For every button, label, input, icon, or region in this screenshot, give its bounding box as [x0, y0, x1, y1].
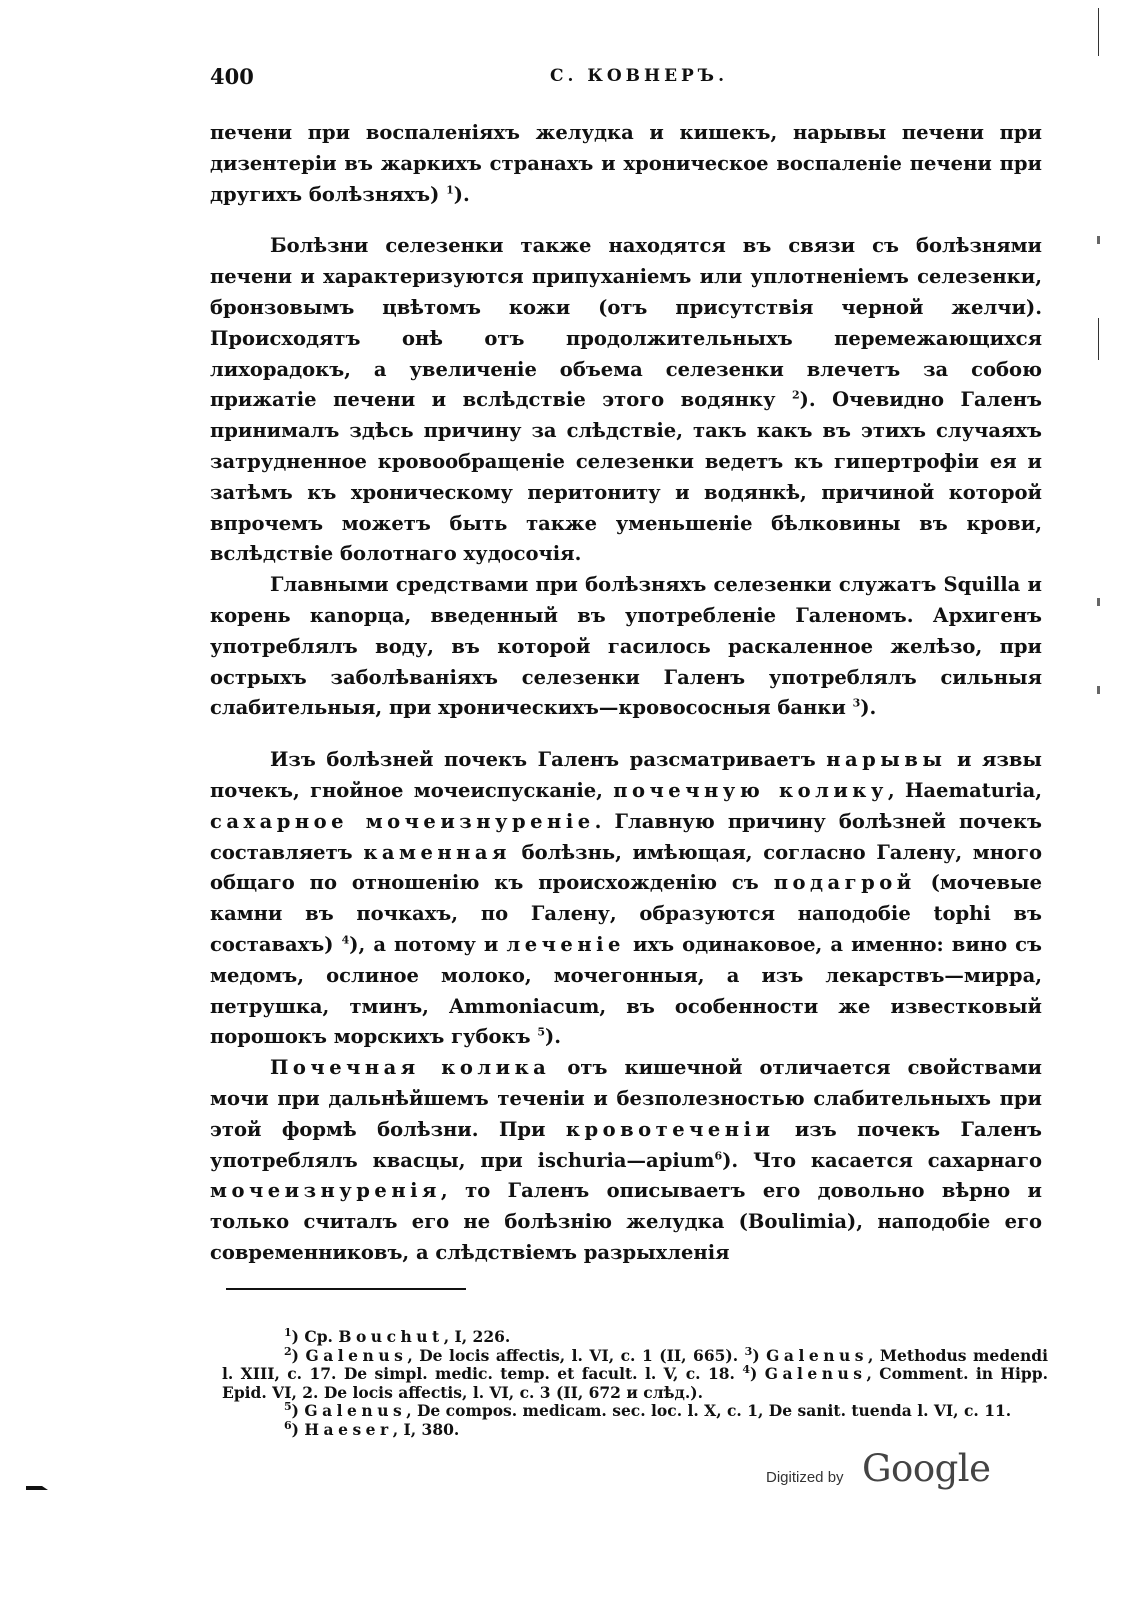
paragraph — [210, 1053, 1042, 1269]
digitized-watermark — [766, 1447, 1006, 1497]
spaced-emphasis: кровотеченіи — [565, 1117, 775, 1141]
spaced-emphasis: Почечная колика — [270, 1056, 551, 1080]
footnote-marker: 3 — [744, 1344, 753, 1358]
footnote — [222, 1402, 1048, 1421]
footnote-marker: 6 — [714, 1149, 723, 1162]
footnote-marker: 2 — [284, 1344, 292, 1358]
footnote-marker: 4 — [341, 933, 350, 947]
bold-heading-term: Болѣзни селезенки — [270, 234, 504, 258]
footnote-marker: 5 — [537, 1025, 546, 1039]
scan-edge-mark — [1097, 236, 1100, 244]
paragraph — [210, 745, 1042, 1053]
footnote-marker: 2 — [791, 388, 800, 402]
spaced-emphasis: почечную колику — [613, 778, 888, 802]
spaced-emphasis: сахарное мочеизнуреніе — [210, 809, 595, 833]
text-run: , I, 380. — [392, 1419, 460, 1439]
footnote-marker: 1 — [284, 1325, 292, 1339]
scan-edge-line — [1098, 8, 1099, 56]
text-run: , De locis affectis, l. VI, c. 1 (II, 665). — [407, 1345, 745, 1365]
spaced-emphasis: подагрой — [773, 871, 916, 895]
text-run: ) Ср. — [291, 1327, 339, 1346]
text-run: Изъ — [270, 748, 327, 772]
text-run: , Methodus medendi l. XIII, c. 17. De simpl. medic. temp. et facult. l. V, c. 18. — [222, 1345, 1048, 1384]
footnote-divider — [226, 1288, 466, 1290]
footnotes — [222, 1325, 1049, 1440]
spaced-emphasis: Bouchut — [338, 1327, 444, 1346]
paragraph — [210, 231, 1042, 570]
spaced-emphasis: Galenus — [304, 1401, 407, 1421]
scan-corner-mark — [26, 1485, 48, 1491]
paragraph — [210, 118, 1042, 210]
text-run: , Comment. in Hipp. Epid. VI, 2. De locis affectis, l. VI, c. 3 (II, 672 и слѣд.). — [222, 1364, 1049, 1402]
text-run: ). — [453, 182, 470, 206]
text-run: , De compos. medicam. sec. loc. l. X, c. 1, De sanit. tuenda l. VI, c. 11. — [406, 1401, 1012, 1421]
footnote-marker: 5 — [284, 1400, 292, 1414]
paragraph — [210, 570, 1042, 724]
footnote-marker: 6 — [284, 1418, 292, 1432]
text-run: отъ кишечной отличается свойствами мочи при дальнѣйшемъ теченіи и безполезностью слабительныхъ при этой формѣ болѣзни. При — [210, 1056, 1042, 1141]
text-run: печени при воспаленіяхъ желудка и кишекъ, нарывы печени при дизентеріи въ жаркихъ странахъ и хроническое воспаленіе печени при другихъ болѣзняхъ) — [210, 121, 1042, 206]
text-run: ихъ одинаковое, а именно: вино съ медомъ, ослиное молоко, мочегонныя, а изъ лекарствъ—мирра, петрушка, тминъ, Ammoniacum, въ особенности же известковый порошокъ морскихъ губокъ — [210, 932, 1043, 1049]
text-run: болѣзнь, имѣющая, согласно Галену, много общаго по отношенію къ происхожденію съ — [210, 840, 1042, 895]
text-run: ) — [291, 1345, 306, 1365]
text-run: , Haematuria, — [887, 778, 1042, 802]
scan-edge-line — [1098, 318, 1099, 360]
footnote — [222, 1344, 1049, 1403]
spaced-emphasis: нарывы — [826, 748, 947, 772]
footnote — [222, 1325, 1048, 1347]
running-title: С. КОВНЕРЪ. — [550, 66, 728, 86]
spaced-emphasis: Galenus — [305, 1345, 408, 1365]
spaced-emphasis: мочеизнуренія — [210, 1179, 441, 1203]
watermark-prefix: Digitized by — [766, 1469, 844, 1486]
body-text — [210, 118, 1042, 1269]
text-run: . Главную причину болѣзней почекъ составляетъ — [210, 809, 1043, 864]
text-run: ). Очевидно Галенъ принималъ здѣсь причину за слѣдствіе, такъ какъ въ этихъ случаяхъ затрудненное кровообращеніе селезенки ведетъ къ гипертрофіи ея и затѣмъ къ хроническому перитониту и водянкѣ, причиной которой впрочемъ можетъ быть также уменьшеніе бѣлковины въ крови, вслѣдствіе болотнаго худосочія. — [210, 388, 1043, 566]
text-run: ). Что касается сахарнаго — [722, 1148, 1042, 1172]
spaced-emphasis: Haeser — [304, 1419, 393, 1439]
text-run: ). — [545, 1025, 562, 1049]
text-run: также находятся въ связи съ болѣзнями печени и характеризуются припуханіемъ или уплотненіемъ селезенки, бронзовымъ цвѣтомъ кожи (отъ присутствія черной желчи). Происходятъ онѣ отъ продолжительныхъ перемежающихся лихорадокъ, а увеличеніе объема селезенки влечетъ за собою прижатіе печени и вслѣдствіе этого водянку — [210, 234, 1043, 412]
text-run: ) — [291, 1419, 305, 1439]
text-run: Галенъ разсматриваетъ — [527, 748, 827, 772]
page-header — [210, 64, 1040, 94]
watermark-brand: Google — [862, 1447, 991, 1490]
text-run: ). — [860, 696, 877, 720]
text-run: ) — [752, 1345, 767, 1365]
spaced-emphasis: Galenus — [766, 1345, 868, 1365]
footnote-marker: 1 — [446, 183, 454, 197]
text-run: ) — [749, 1364, 765, 1384]
text-run: Главными средствами при болѣзняхъ селезенки служатъ Squilla и корень каnорца, введенный въ употребленіе Галеномъ. Архигенъ употреблялъ воду, въ которой гасилось раскаленное желѣзо, при острыхъ заболѣваніяхъ селезенки Галенъ употреблялъ сильныя слабительныя, при хроническихъ—кровососныя банки — [210, 573, 1042, 720]
bold-heading-term: болѣзней почекъ — [326, 748, 528, 772]
footnote-marker: 3 — [852, 696, 861, 710]
page-number: 400 — [210, 64, 254, 89]
text-run: , I, 226. — [443, 1327, 511, 1346]
footnote-marker: 4 — [742, 1363, 750, 1377]
text-run: и язвы почекъ, гнойное мочеиспусканіе, — [210, 748, 1042, 802]
footnote — [222, 1418, 1048, 1440]
spaced-emphasis: леченіе — [506, 932, 625, 956]
text-run: изъ почекъ Галенъ употреблялъ квасцы, при ischuria—apium — [210, 1117, 1042, 1172]
text-run: ), а потому и — [349, 932, 507, 956]
text-run: ) — [291, 1401, 305, 1421]
spaced-emphasis: каменная — [363, 840, 511, 864]
spaced-emphasis: Galenus — [764, 1364, 867, 1384]
text-run: , то Галенъ описываетъ его довольно вѣрно и только считалъ его не болѣзнію желудка (Boulimia), наподобіе его современниковъ, а слѣдствіемъ разрыхленія — [210, 1179, 1042, 1264]
text-run: (мочевые камни въ почкахъ, по Галену, образуются наподобіе tophi въ составахъ) — [210, 871, 1042, 956]
scan-edge-mark — [1097, 598, 1100, 606]
scan-edge-mark — [1097, 686, 1100, 694]
